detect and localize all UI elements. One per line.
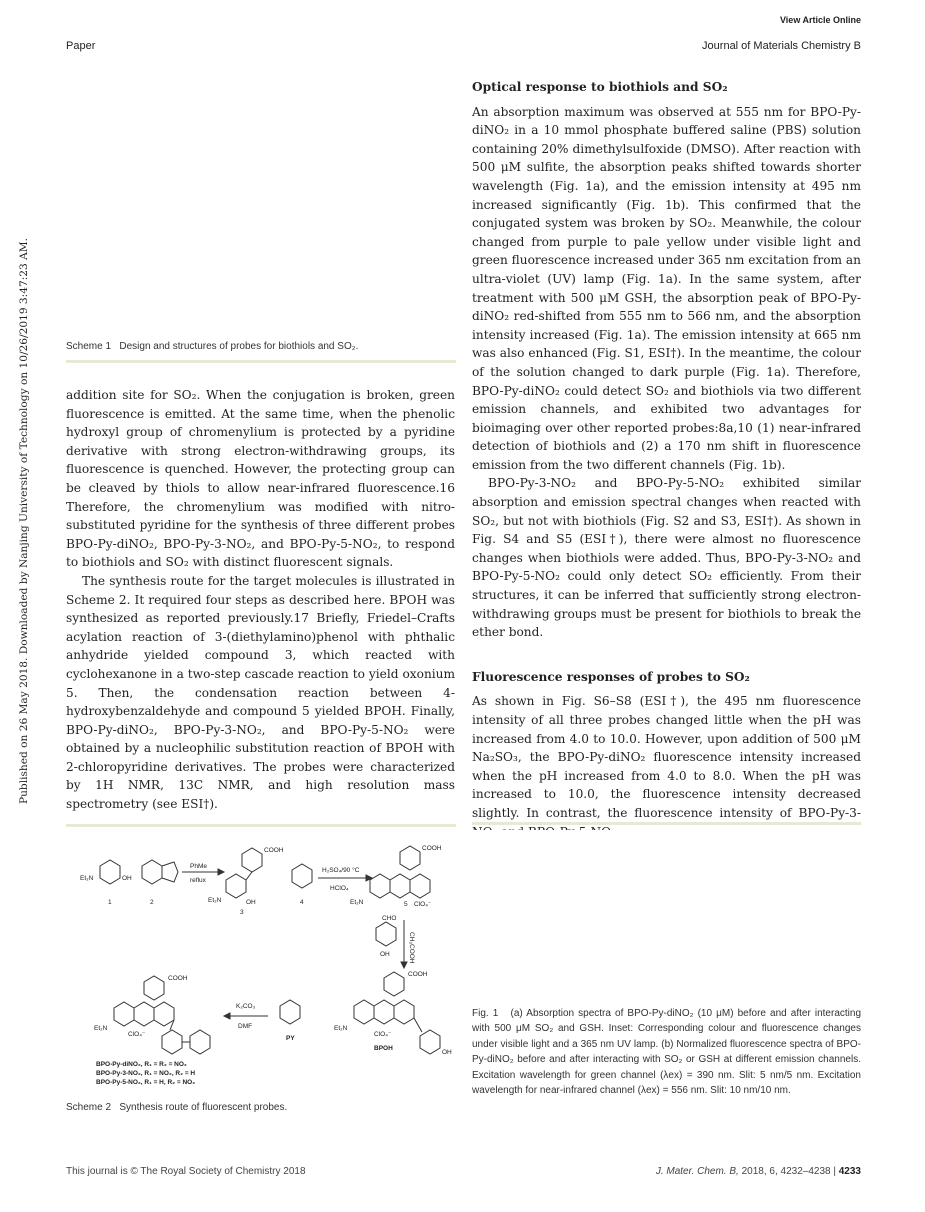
compound-4-label: 4 xyxy=(300,899,304,906)
section-heading-fluorescence: Fluorescence responses of probes to SO₂ xyxy=(472,669,750,684)
et2n-label-3: Et₂N xyxy=(208,897,222,904)
oh-label-bpoh: OH xyxy=(442,1049,452,1056)
et2n-label-bpoh: Et₂N xyxy=(334,1025,348,1032)
right-column xyxy=(472,78,861,841)
reagent-3-top: K₂CO₃ xyxy=(236,1003,256,1010)
oh-label-1: OH xyxy=(122,875,132,882)
scheme2-divider xyxy=(66,824,456,827)
et2n-label-5: Et₂N xyxy=(350,899,364,906)
scheme2-caption-text: Synthesis route of fluorescent probes. xyxy=(119,1102,288,1113)
footer-copyright: This journal is © The Royal Society of Chemistry 2018 xyxy=(66,1166,306,1177)
compound-3-label: 3 xyxy=(240,909,244,916)
cooh-label-3: COOH xyxy=(264,847,284,854)
cooh-label-bpoh: COOH xyxy=(408,971,428,978)
cho-label: CHO xyxy=(382,915,397,922)
footer-volume: 2018, 6, 4232–4238 xyxy=(741,1166,831,1177)
reagent-1-bottom: reflux xyxy=(190,877,206,884)
header-journal-name: Journal of Materials Chemistry B xyxy=(702,40,861,52)
fig1-figure xyxy=(472,830,861,1000)
compound-2-label: 2 xyxy=(150,899,154,906)
scheme1-figure xyxy=(66,66,456,331)
compound-5-label: 5 xyxy=(404,901,408,908)
footer-citation xyxy=(656,1166,861,1177)
download-sidebar xyxy=(0,0,30,1212)
reagent-1-top: PhMe xyxy=(190,863,207,870)
clo4-label-5: ClO₄⁻ xyxy=(414,901,432,908)
section-heading-optical: Optical response to biothiols and SO₂ xyxy=(472,80,728,94)
probe-3-formula: BPO-Py-5-NO₂, R₁ = H, R₂ = NO₂ xyxy=(96,1079,196,1086)
reagent-3-bottom: DMF xyxy=(238,1023,253,1030)
footer-journal: J. Mater. Chem. B, xyxy=(655,1166,739,1177)
reagent-2-bottom: HClO₄ xyxy=(330,885,349,892)
bpoh-label: BPOH xyxy=(374,1045,393,1052)
py-label: PY xyxy=(286,1035,295,1042)
et2n-label-1: Et₂N xyxy=(80,875,94,882)
clo4-label-probe: ClO₄⁻ xyxy=(128,1031,146,1038)
scheme2-figure xyxy=(70,840,456,1096)
view-article-online-link[interactable]: View Article Online xyxy=(779,15,861,25)
oh-label-aldehyde: OH xyxy=(380,951,390,958)
scheme2-caption xyxy=(66,1100,456,1115)
fig1-divider xyxy=(472,822,861,825)
right-paragraph-3: As shown in Fig. S6–S8 (ESI†), the 495 nm fluorescence intensity of all three probes changed little when the pH was increased from 4.0 to 10.0. However, upon addition of 500 μM Na₂SO₃, the BPO-Py-diNO₂ fluorescence intensity increased when the pH increased from 4.0 to 8.0. When the pH was increased to 10.0, the fluorescence intensity decreased slightly. In contrast, the fluorescence intensity of BPO-Py-3- xyxy=(472,694,861,820)
left-column xyxy=(66,386,455,814)
fig1-caption-text: (a) Absorption spectra of BPO-Py-diNO₂ (10 μM) before and after interacting with 500 μM SO₂ and GSH. Inset: Corresponding colour and fluorescence changes under visible light and a 365 nm UV lamp. (b) Normalized fluorescence spectra of BPO-Py-diNO₂ before and after interacting with SO₂ or GSH at different emission channels. Excitation wavelength for green channel (λex) = 390 nm. Slit: 5 nm/5 nm. Excitation wavelength for near-infrared channel (λex) = 556 nm. Slit: 10 nm/10 nm. xyxy=(472,1008,862,1097)
footer-page-number: 4233 xyxy=(838,1166,861,1177)
right-paragraph-1: An absorption maximum was observed at 555 nm for BPO-Py-diNO₂ in a 10 mmol phosphate buffered saline (PBS) solution containing 20% dimethylsulfoxide (DMSO). After reaction with 500 μM sulfite, the absorption peaks shifted towards shorter wavelength (Fig. 1a), and the emission intensity at 495 nm increased significantly (Fig. 1b). This confirmed that the conjugated system was broken by SO₂. Meanwhile, the colour changed from purple to pale yellow under visible light and green fluorescence increased under 365 nm excitation from an ultra-violet (UV) lamp (Fig. 1a). In the same system, after treatment with 500 μM GSH, the absorption peak of BPO-Py-diNO₂ red-shifted from 555 nm to 566 nm, and the absorption intensity increased (Fig. 1a). The emission intensity at 665 nm was also enhanced (Fig. S1, ESI†). In the meantime, the colour of the solution changed to dark purple (Fig. 1a). Therefore, BPO-Py-diNO₂ could detect SO₂ and biothiols via two different emission channels, and exhibited two advantages for bioimaging over other reported probes:8a,10 (1) near-infrared detection of biothiols and (2) a 170 nm shift in fluorescence emission from the two different channels (Fig. 1b). xyxy=(472,104,861,472)
footer-separator: | xyxy=(833,1166,836,1177)
left-paragraph-2: The synthesis route for the target molecules is illustrated in Scheme 2. It required four steps as described here. BPOH was synthesized as reported previously.17 Briefly, Friedel–Crafts acylation reaction of 3-(diethylamino)phenol with phthalic anhydride yielded compound 3, which reacted with cyclohexanone in a two-step cascade reaction to yield oxonium 5. Then, the condensation reaction between 4-hydroxybenzaldehyde and compound 5 yielded BPOH. Finally, BPO-Py-diNO₂, BPO-Py-3-NO₂, and BPO-Py-5-NO₂ were obtained by a nucleophilic substitution reaction of BPOH with 2-chloropyridine derivatives. The probes were characterized by 1H NMR, 13C NMR, and high resolution mass spectrometry (see ESI†). xyxy=(66,573,455,812)
cooh-label-probe: COOH xyxy=(168,975,188,982)
scheme1-caption-text: Design and structures of probes for biothiols and SO₂. xyxy=(119,341,359,352)
piperidine-label: CH₃COOH xyxy=(408,932,415,964)
cooh-label-5: COOH xyxy=(422,845,442,852)
scheme1-divider xyxy=(66,360,456,363)
right-paragraph-2: BPO-Py-3-NO₂ and BPO-Py-5-NO₂ exhibited similar absorption and emission spectral changes when reacted with SO₂, but not with biothiols (Fig. S2 and S3, ESI†). As shown in Fig. S4 and S5 (ESI†), there were almost no fluorescence changes when biothiols were added. Thus, BPO-Py-3-NO₂ and BPO-Py-5-NO₂ could only detect SO₂ efficiently. From their structures, it can be inferred that sufficiently strong electron-withdrawing groups must be present for biothiols to break the ether bond. xyxy=(472,476,861,640)
compound-1-label: 1 xyxy=(108,899,112,906)
probe-1-formula: BPO-Py-diNO₂, R₁ = R₂ = NO₂ xyxy=(96,1061,187,1068)
fig1-caption xyxy=(472,1006,861,1098)
probe-2-formula: BPO-Py-3-NO₂, R₁ = NO₂, R₂ = H xyxy=(96,1070,196,1077)
download-note: Published on 26 May 2018. Downloaded by Nanjing University of Technology on 10/26/2019 3:47:23 AM. xyxy=(18,237,30,805)
et2n-label-probe: Et₂N xyxy=(94,1025,108,1032)
scheme1-caption xyxy=(66,339,456,354)
scheme2-caption-label: Scheme 2 xyxy=(66,1102,112,1113)
left-paragraph-1: addition site for SO₂. When the conjugation is broken, green fluorescence is emitted. At the same time, when the phenolic hydroxyl group of chromenylium is protected by a pyridine derivative with strong electron-withdrawing groups, its fluorescence is quenched. However, the protecting group can be cleaved by thiols to allow near-infrared fluorescence.16 Therefore, the chromenylium was modified with nitro-substituted pyridine for the synthesis of three different probes BPO-Py-diNO₂, BPO-Py-3-NO₂, and BPO-Py-5-NO₂, to respond to biothiols and SO₂ with distinct fluorescent signals. xyxy=(66,388,455,570)
reagent-2-top: H₂SO₄/90 °C xyxy=(322,867,360,874)
scheme1-caption-label: Scheme 1 xyxy=(66,341,112,352)
header-section-label: Paper xyxy=(66,40,96,52)
oh-label-3: OH xyxy=(246,899,256,906)
fig1-caption-label: Fig. 1 xyxy=(472,1008,499,1019)
clo4-label-bpoh: ClO₄⁻ xyxy=(374,1031,392,1038)
